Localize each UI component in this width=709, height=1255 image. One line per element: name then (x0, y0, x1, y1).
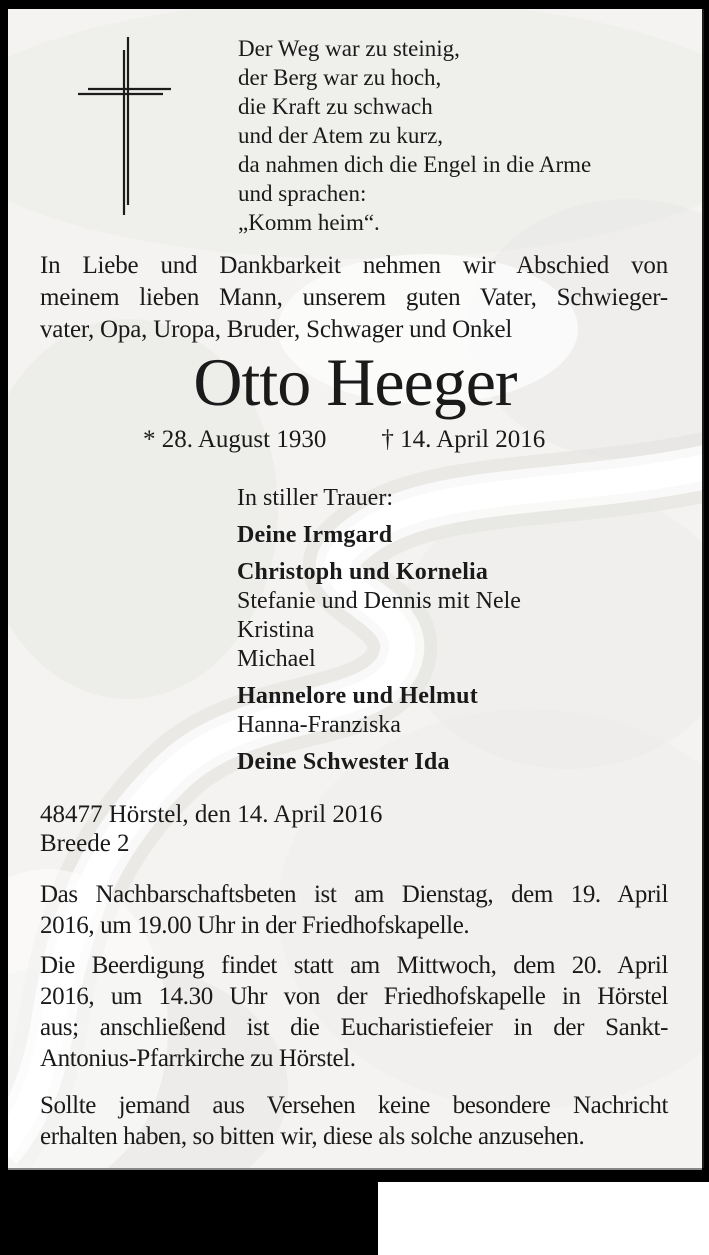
mourner-group-head: Deine Schwester Ida (237, 749, 450, 775)
farewell-paragraph (40, 250, 668, 346)
mourner-group-head: Hannelore und Helmut (237, 683, 478, 709)
street-line: Breede 2 (40, 830, 130, 857)
death-date: † 14. April 2016 (381, 426, 546, 453)
mourner-group-head: Christoph und Kornelia (237, 559, 489, 585)
farewell-line: In Liebe und Dankbarkeit nehmen wir Abschied von (40, 252, 668, 279)
place-date-address (40, 800, 382, 858)
life-dates (143, 425, 545, 454)
paragraph-line: 2016, um 19.00 Uhr in der Friedhofskapelle. (40, 912, 470, 939)
poem-line: da nahmen dich die Engel in die Arme (238, 152, 592, 177)
poem (238, 34, 591, 237)
memorial-cross-icon (66, 27, 188, 239)
farewell-line: meinem lieben Mann, unserem guten Vater, Schwieger- (40, 284, 668, 311)
paragraph-line: aus; anschließend ist die Eucharistiefeier in der Sankt- (40, 1014, 668, 1041)
mourner-member: Hanna-Franziska (237, 712, 401, 738)
poem-line: und der Atem zu kurz, (238, 123, 444, 148)
page-blank-area (378, 1182, 709, 1255)
neighbors-prayer-paragraph (40, 879, 668, 941)
mourner-member: Kristina (237, 617, 315, 643)
paragraph-line: erhalten haben, so bitten wir, diese als solche anzusehen. (40, 1123, 585, 1150)
place-date-line: 48477 Hörstel, den 14. April 2016 (40, 801, 383, 828)
paragraph-line: Die Beerdigung findet statt am Mittwoch, dem 20. April (40, 952, 668, 979)
farewell-line: vater, Opa, Uropa, Bruder, Schwager und Onkel (40, 316, 513, 343)
poem-line: Der Weg war zu steinig, (238, 36, 460, 61)
closing-notice-paragraph (40, 1090, 668, 1152)
paragraph-line: Das Nachbarschaftsbeten ist am Dienstag, dem 19. April (40, 881, 668, 908)
obituary-card (8, 9, 702, 1168)
poem-line: der Berg war zu hoch, (238, 65, 442, 90)
mourner-member: Michael (237, 646, 316, 672)
deceased-name: Otto Heeger (193, 344, 517, 420)
mourner-group-head: Deine Irmgard (237, 522, 393, 548)
paragraph-line: Sollte jemand aus Versehen keine besondere Nachricht (40, 1092, 668, 1119)
paragraph-line: Antonius-Pfarrkirche zu Hörstel. (40, 1045, 356, 1072)
poem-line: die Kraft zu schwach (238, 94, 433, 119)
poem-line: und sprachen: (238, 181, 367, 206)
birth-date: * 28. August 1930 (143, 426, 327, 453)
burial-paragraph (40, 950, 668, 1074)
mourners-list (237, 484, 521, 777)
mourner-member: Stefanie und Dennis mit Nele (237, 588, 521, 614)
mourners-intro: In stiller Trauer: (237, 485, 393, 511)
paragraph-line: 2016, um 14.30 Uhr von der Friedhofskapelle in Hörstel (40, 983, 668, 1010)
poem-line: „Komm heim“. (238, 210, 380, 235)
